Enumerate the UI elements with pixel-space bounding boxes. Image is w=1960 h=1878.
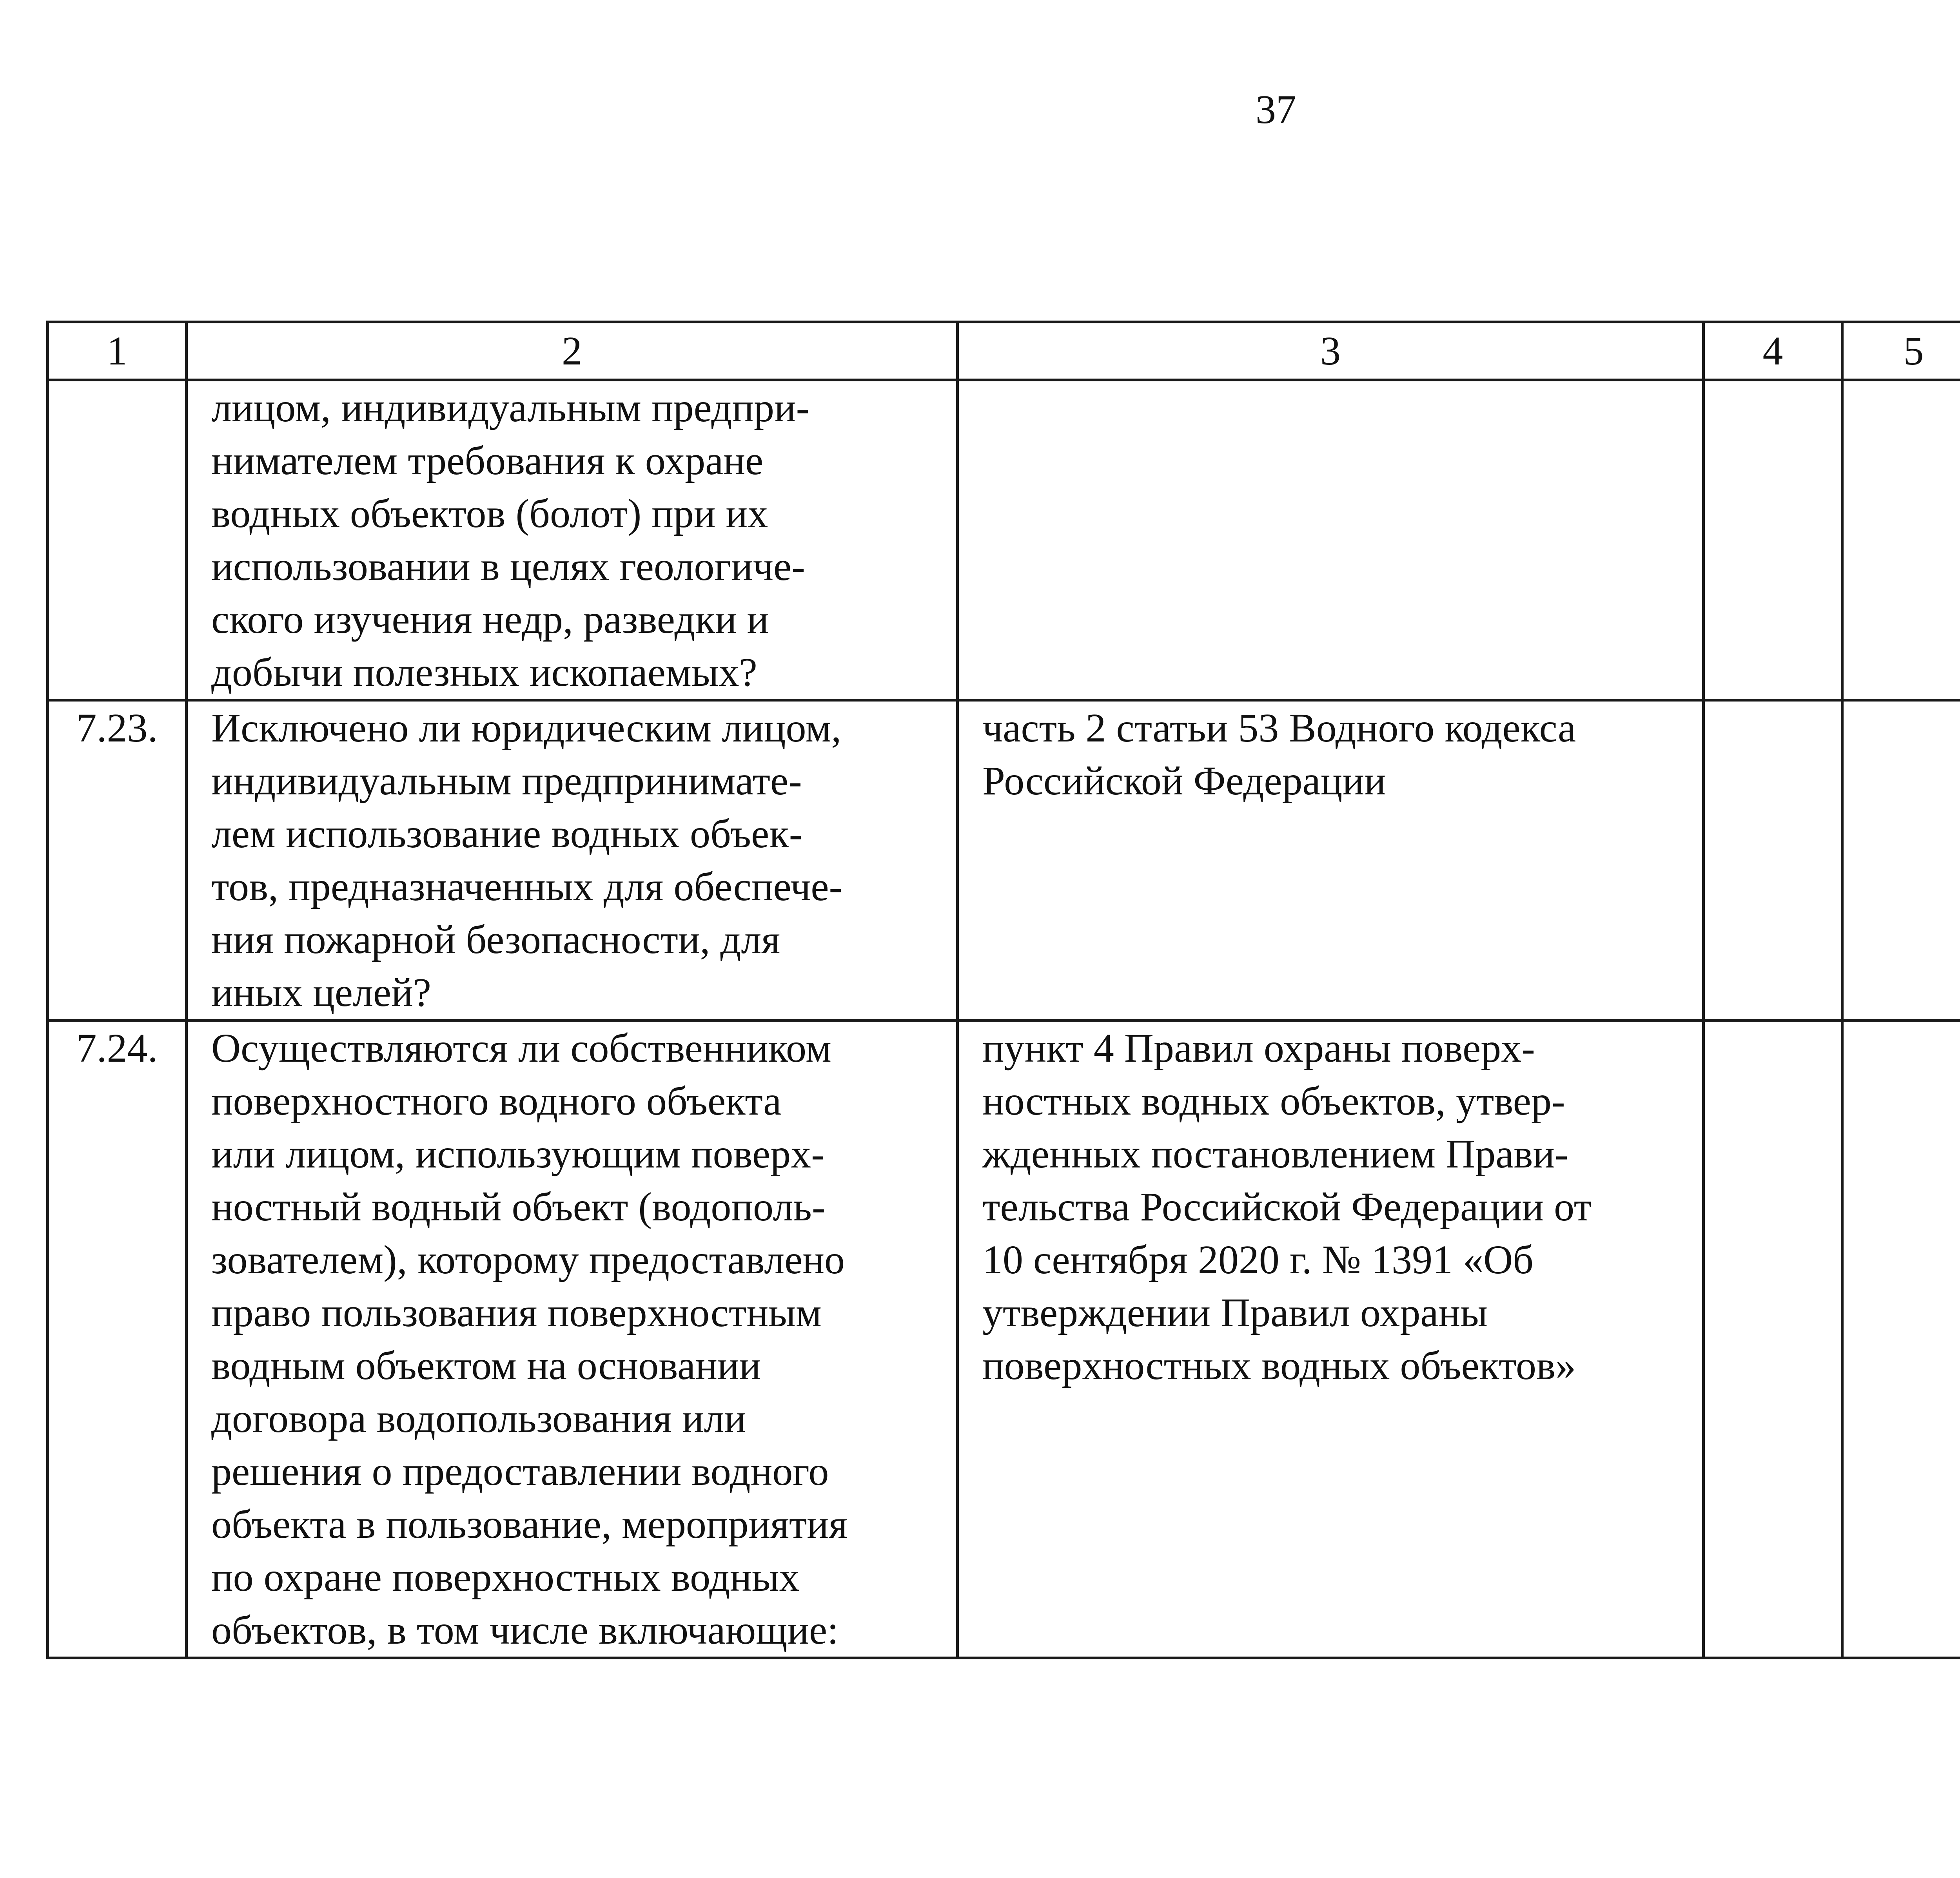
table-row: [48, 700, 1960, 1021]
header-col-1: 1: [48, 322, 187, 380]
question-cell: [187, 380, 958, 700]
checklist-table: [46, 321, 1960, 1659]
header-col-5: 5: [1842, 322, 1960, 380]
col-5-cell: [1842, 380, 1960, 700]
question-cell: [187, 700, 958, 1021]
question-text: Исключено ли юридическим лицом, индивидуальным предпринимате- лем использование водных объек- тов, предназначенных для обеспече- ния пожарной безопасности, для иных целей?: [211, 705, 843, 1015]
reference-text: пункт 4 Правил охраны поверх- ностных водных объектов, утвер- жденных постановлением Прави- тельства Российской Федерации от 10 сентября 2020 г. № 1391 «Об утверждении Правил охраны поверхностных водных объектов»: [982, 1026, 1592, 1388]
header-col-3: 3: [958, 322, 1704, 380]
table-header-row: [48, 322, 1960, 380]
reference-cell: [958, 380, 1704, 700]
row-number: 7.24.: [48, 1021, 187, 1658]
row-number: 7.23.: [48, 700, 187, 1021]
col-4-cell: [1704, 380, 1842, 700]
header-col-4: 4: [1704, 322, 1842, 380]
reference-cell: [958, 700, 1704, 1021]
reference-cell: [958, 1021, 1704, 1658]
table-row: [48, 380, 1960, 700]
col-4-cell: [1704, 700, 1842, 1021]
page-number: 37: [1256, 87, 1296, 132]
col-5-cell: [1842, 700, 1960, 1021]
reference-text: часть 2 статьи 53 Водного кодекса Российской Федерации: [982, 705, 1576, 803]
row-number: [48, 380, 187, 700]
col-4-cell: [1704, 1021, 1842, 1658]
question-text: лицом, индивидуальным предпри- нимателем требования к охране водных объектов (болот) при их использовании в целях геологиче- ского изучения недр, разведки и добычи полезных ископаемых?: [211, 385, 810, 695]
col-5-cell: [1842, 1021, 1960, 1658]
header-col-2: 2: [187, 322, 958, 380]
question-text: Осуществляются ли собственником поверхностного водного объекта или лицом, использующим поверх- ностный водный объект (водополь- зователем), которому предоставлено право пользования поверхностным водным объектом на основании договора водопользования или решения о предоставлении водного объекта в пользование, мероприятия по охране поверхностных водных объектов, в том числе включающие:: [211, 1026, 848, 1653]
table-row: [48, 1021, 1960, 1658]
question-cell: [187, 1021, 958, 1658]
